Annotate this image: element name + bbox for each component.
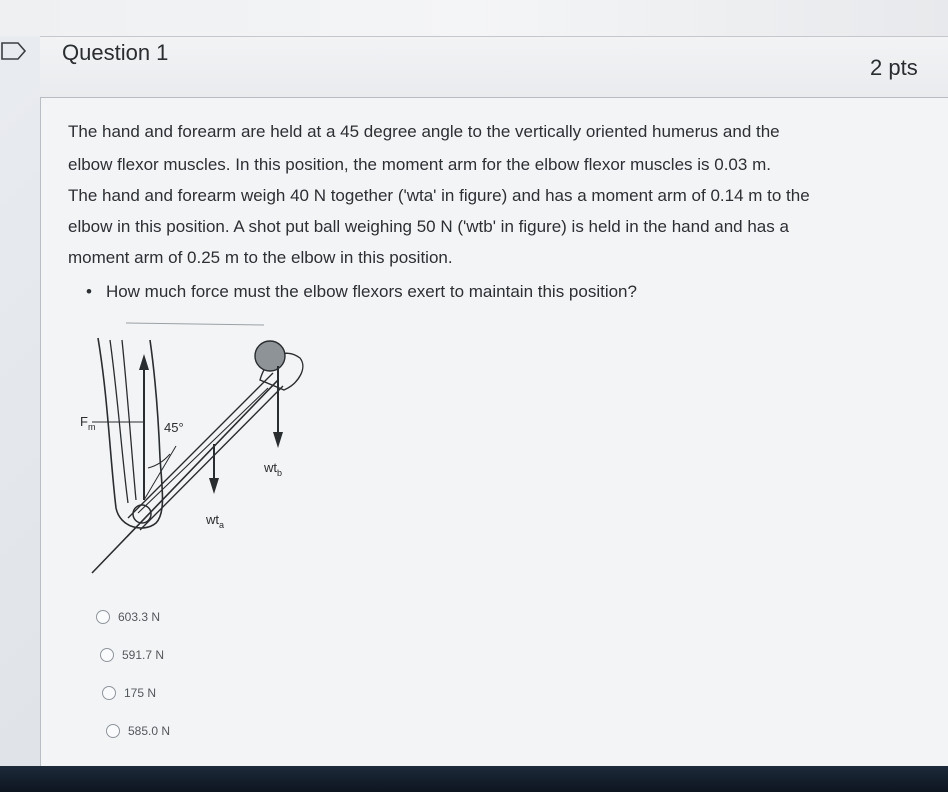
- answer-option-3[interactable]: [102, 686, 156, 700]
- answer-option-1[interactable]: [96, 610, 160, 624]
- answer-option-2[interactable]: [100, 648, 164, 662]
- fm-label: $F_m$: [80, 414, 96, 432]
- forearm-axis-line: [92, 380, 278, 573]
- answer-label: 585.0 N: [128, 724, 171, 738]
- screen-bottom-bezel: [0, 766, 948, 792]
- angle-label: 45°: [164, 420, 184, 435]
- radio-icon[interactable]: [96, 610, 110, 624]
- browser-top-area: [0, 0, 948, 36]
- question-line-4: elbow in this position. A shot put ball weighing 50 N ('wtb' in figure) is held in the hand and has a: [68, 217, 789, 236]
- radio-icon[interactable]: [102, 686, 116, 700]
- flag-icon[interactable]: [0, 40, 28, 62]
- question-title: Question 1: [62, 40, 169, 65]
- answer-label: 591.7 N: [122, 648, 165, 662]
- question-line-3: The hand and forearm weigh 40 N together ('wta' in figure) and has a moment arm of 0.14 m to the: [68, 186, 810, 205]
- arm-diagram: [78, 318, 328, 578]
- question-line-5: moment arm of 0.25 m to the elbow in this position.: [68, 248, 453, 267]
- shot-put-ball: [255, 341, 285, 371]
- question-line-1: The hand and forearm are held at a 45 degree angle to the vertically oriented humerus and the: [68, 122, 780, 141]
- answer-option-4[interactable]: [106, 724, 170, 738]
- question-points: 2 pts: [870, 55, 918, 80]
- bullet-text: How much force must the elbow flexors exert to maintain this position?: [105, 282, 637, 301]
- wtb-label: $wt_b$: [264, 460, 283, 478]
- wta-label: $wt_a$: [206, 512, 225, 530]
- answer-label: 603.3 N: [118, 610, 161, 624]
- question-header: [40, 36, 948, 98]
- answer-label: 175 N: [124, 686, 157, 700]
- radio-icon[interactable]: [100, 648, 114, 662]
- question-line-2: elbow flexor muscles. In this position, the moment arm for the elbow flexor muscles is 0.03 m.: [68, 155, 771, 174]
- radio-icon[interactable]: [106, 724, 120, 738]
- bullet-icon: •: [86, 282, 92, 301]
- question-bullet: [86, 282, 637, 302]
